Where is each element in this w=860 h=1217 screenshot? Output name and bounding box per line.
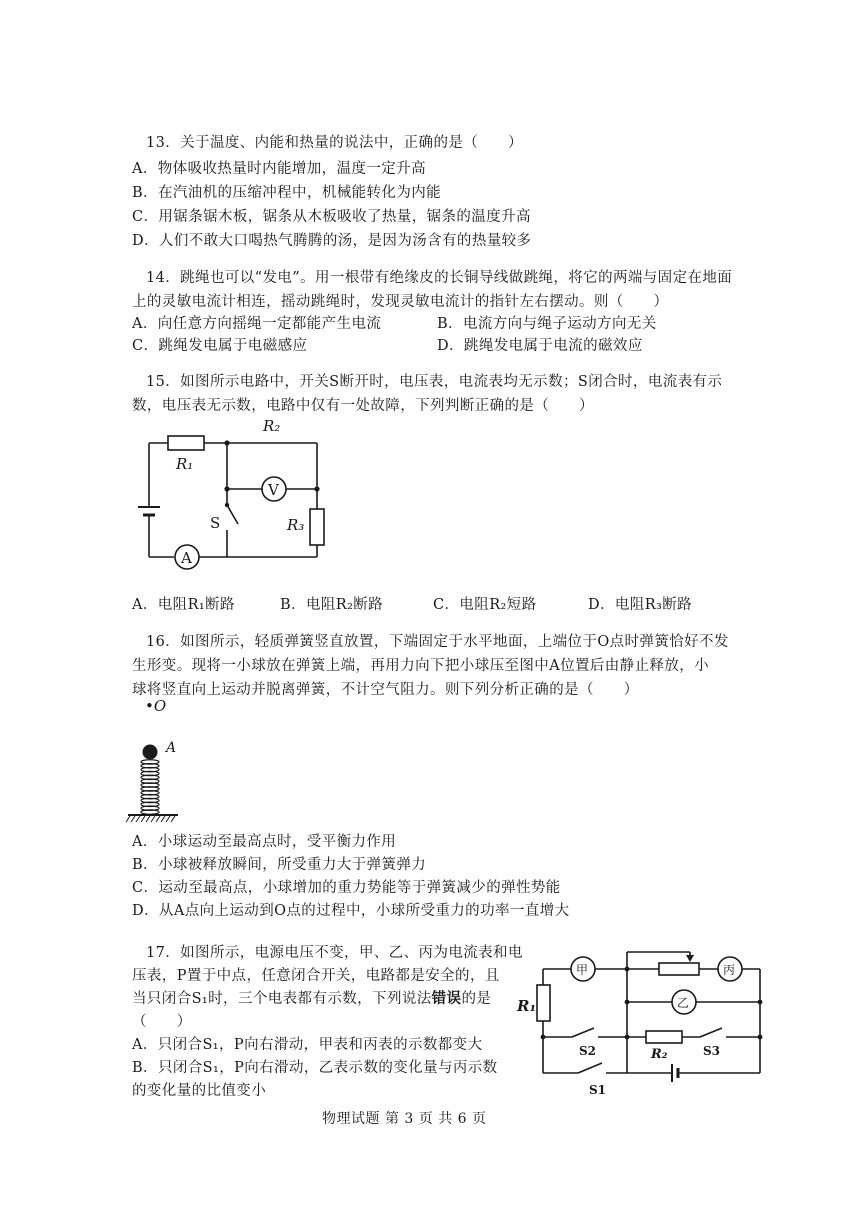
q17-r2-label: R₂ xyxy=(651,1047,668,1062)
q14-option-a: A．向任意方向摇绳一定都能产生电流 xyxy=(132,316,382,332)
q13-option-a: A．物体吸收热量时内能增加，温度一定升高 xyxy=(132,161,426,177)
q13-option-c: C．用锯条锯木板，锯条从木板吸收了热量，锯条的温度升高 xyxy=(132,209,531,225)
q17-r1-label: R₁ xyxy=(517,997,537,1015)
q13-option-d: D．人们不敢大口喝热气腾腾的汤，是因为汤含有的热量较多 xyxy=(132,233,532,249)
page-footer: 物理试题 第 3 页 共 6 页 xyxy=(322,1111,487,1127)
q15-switch-label: S xyxy=(210,514,221,532)
q17-option-b-line2: 的变化量的比值变小 xyxy=(132,1083,267,1099)
q16-option-b: B．小球被释放瞬间，所受重力大于弹簧弹力 xyxy=(132,857,427,873)
q14-option-b: B．电流方向与绳子运动方向无关 xyxy=(437,316,657,332)
q17-stem-line2: 压表，P置于中点，任意闭合开关，电路都是安全的，且 xyxy=(132,968,500,984)
q17-option-a: A．只闭合S₁，P向右滑动，甲表和丙表的示数都变大 xyxy=(132,1037,483,1053)
q17-r2-resistor xyxy=(646,1031,682,1043)
q14-stem-line2: 上的灵敏电流计相连，摇动跳绳时，发现灵敏电流计的指针左右摆动。则（ ） xyxy=(132,294,669,310)
q15-r2-label: R₂ xyxy=(263,417,281,435)
q13-stem: 13．关于温度、内能和热量的说法中，正确的是（ ） xyxy=(146,135,523,151)
q17-meter-yi-label: 乙 xyxy=(677,996,690,1010)
q17-s2-label: S2 xyxy=(579,1044,597,1058)
q17-stem-emphasis: 错误 xyxy=(431,990,462,1007)
q13-option-b: B．在汽油机的压缩冲程中，机械能转化为内能 xyxy=(132,185,442,201)
q15-option-b: B．电阻R₂断路 xyxy=(280,597,384,613)
q15-stem-line1: 15．如图所示电路中，开关S断开时，电压表，电流表均无示数；S闭合时，电流表有示 xyxy=(146,374,723,390)
q14-option-c: C．跳绳发电属于电磁感应 xyxy=(132,338,308,354)
q15-r1-label: R₁ xyxy=(176,455,194,473)
q17-stem-line3-post: 的是 xyxy=(461,991,492,1007)
q16-point-o-label: •O xyxy=(145,697,167,715)
q17-s1-label: S1 xyxy=(589,1083,607,1097)
q14-stem-line1: 14．跳绳也可以“发电”。用一根带有绝缘皮的长铜导线做跳绳，将它的两端与固定在地面 xyxy=(146,270,733,286)
q16-stem-line1: 16．如图所示，轻质弹簧竖直放置，下端固定于水平地面，上端位于O点时弹簧恰好不发 xyxy=(146,634,729,650)
q17-r1-resistor xyxy=(537,985,550,1021)
q14-option-d: D．跳绳发电属于电流的磁效应 xyxy=(437,338,643,354)
q17-stem-line3-pre: 当只闭合S₁时，三个电表都有示数，下列说法 xyxy=(132,991,432,1007)
q16-option-c: C．运动至最高点，小球增加的重力势能等于弹簧减少的弹性势能 xyxy=(132,880,561,896)
q15-option-d: D．电阻R₃断路 xyxy=(588,597,693,613)
q15-stem-line2: 数，电压表无示数，电路中仅有一处故障，下列判断正确的是（ ） xyxy=(132,398,594,414)
q17-stem-line4: （ ） xyxy=(132,1014,192,1030)
q16-stem-line2: 生形变。现将一小球放在弹簧上端，再用力向下把小球压至图中A位置后由静止释放，小 xyxy=(132,658,710,674)
q16-point-a-label: A xyxy=(166,740,177,756)
q15-ammeter-label: A xyxy=(181,549,192,567)
q15-option-a: A．电阻R₁断路 xyxy=(132,597,235,613)
q17-rheostat xyxy=(659,963,699,975)
q15-r3-label: R₃ xyxy=(287,516,305,534)
q17-meter-bing-label: 丙 xyxy=(723,963,736,977)
q16-option-a: A．小球运动至最高点时，受平衡力作用 xyxy=(132,834,397,850)
q15-option-c: C．电阻R₂短路 xyxy=(433,597,537,613)
q15-voltmeter-label: V xyxy=(268,481,279,499)
q17-stem-line1: 17．如图所示，电源电压不变，甲、乙、丙为电流表和电 xyxy=(146,945,523,961)
q16-stem-line3: 球将竖直向上运动并脱离弹簧，不计空气阻力。则下列分析正确的是（ ） xyxy=(132,682,639,698)
q17-meter-jia-label: 甲 xyxy=(576,963,589,977)
q17-option-b-line1: B．只闭合S₁，P向右滑动，乙表示数的变化量与丙示数 xyxy=(132,1060,498,1076)
q17-s3-label: S3 xyxy=(703,1044,721,1058)
q16-option-d: D．从A点向上运动到O点的过程中，小球所受重力的功率一直增大 xyxy=(132,903,570,919)
